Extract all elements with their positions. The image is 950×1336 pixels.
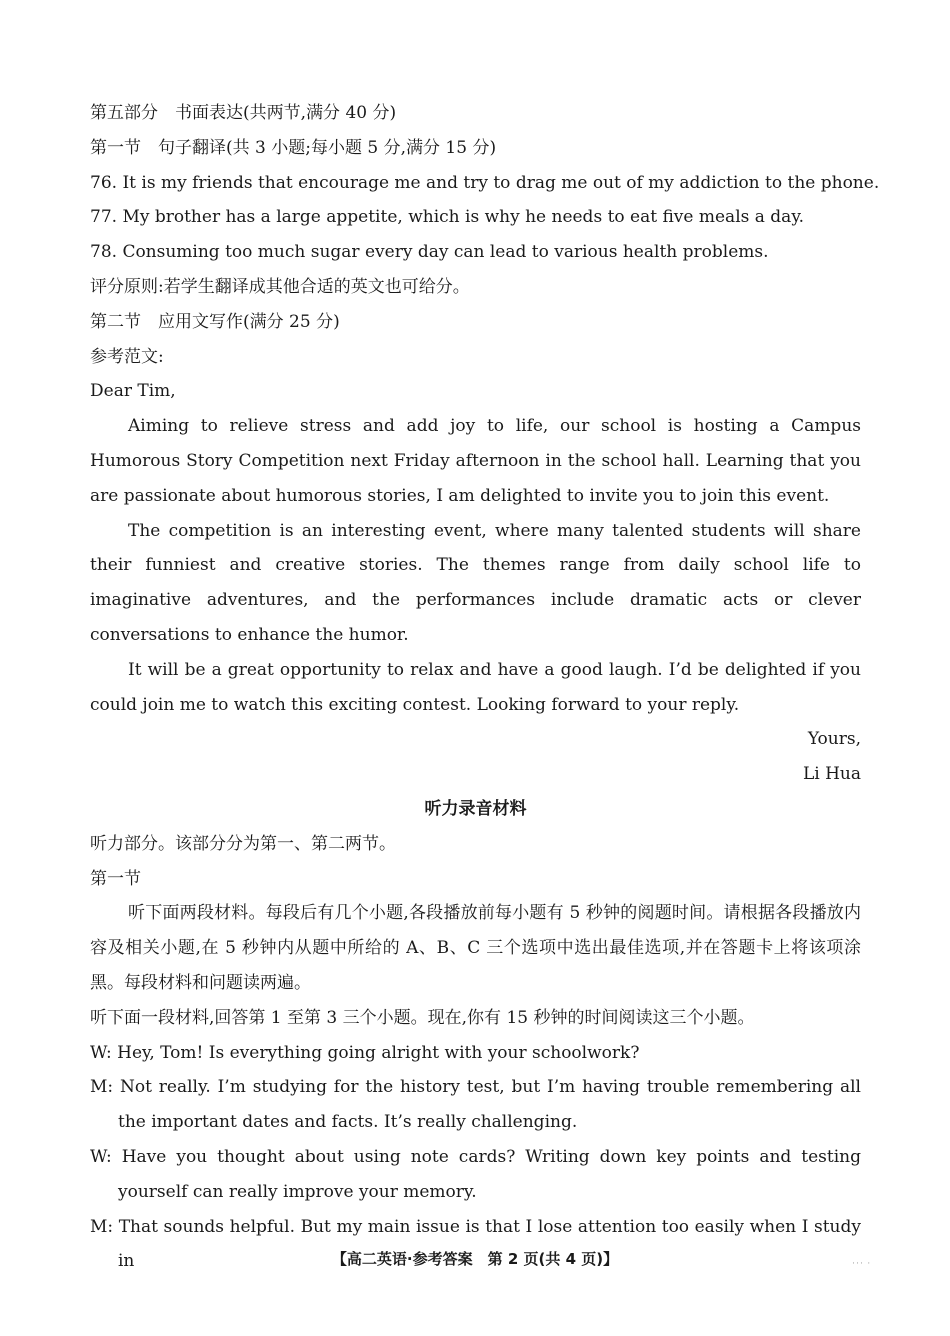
listening-instructions: 听下面两段材料。每段后有几个小题,各段播放前每小题有 5 秒钟的阅题时间。请根据各段播放内容及相关小题,在 5 秒钟内从题中所给的 A、B、C 三个选项中选出最佳选项,并在答题卡上将该项涂黑。每段材料和问题读两遍。 [90, 903, 861, 993]
answer-76: 76. It is my friends that encourage me and try to drag me out of my addiction to the phone. [90, 172, 880, 193]
grading-note: 评分原则:若学生翻译成其他合适的英文也可给分。 [90, 276, 470, 297]
listening-section1: 第一节 [90, 868, 141, 889]
listening-prompt: 听下面一段材料,回答第 1 至第 3 三个小题。现在,你有 15 秒钟的时间阅读这三个小题。 [90, 1007, 755, 1028]
answer-page [90, 96, 880, 1279]
listening-intro: 听力部分。该部分分为第一、第二两节。 [90, 833, 396, 854]
dialogue-line: W: Hey, Tom! Is everything going alright with your schoolwork? [90, 1042, 640, 1063]
letter-paragraph: The competition is an interesting event, where many talented students will share their funniest and creative stories. The themes range from daily school life to imaginative adventures, and the performances include dramatic acts or clever conversations to enhance the humor. [90, 520, 861, 645]
listening-heading: 听力录音材料 [424, 798, 527, 819]
letter-closing: Yours, [807, 729, 861, 750]
part5-title: 第五部分 书面表达(共两节,满分 40 分) [90, 103, 397, 123]
dialogue-line: M: That sounds helpful. But my main issue is that I lose attention too easily when I study in [90, 1216, 861, 1272]
letter-paragraph: It will be a great opportunity to relax and have a good laugh. I’d be delighted if you could join me to watch this exciting contest. Looking forward to your reply. [90, 659, 861, 715]
letter-paragraph: Aiming to relieve stress and add joy to life, our school is hosting a Campus Humorous Story Competition next Friday afternoon in the school hall. Learning that you are passionate about humorous stories, I am delighted to invite you to join this event. [90, 416, 861, 506]
answer-77: 77. My brother has a large appetite, which is why he needs to eat five meals a day. [90, 207, 805, 228]
footer-mark: ··· · [852, 1258, 872, 1268]
section1-title: 第一节 句子翻译(共 3 小题;每小题 5 分,满分 15 分) [90, 137, 497, 158]
dialogue-line: M: Not really. I’m studying for the history test, but I’m having trouble remembering all the important dates and facts. It’s really challenging. [90, 1077, 861, 1133]
letter-signature: Li Hua [802, 764, 861, 785]
page-footer: 【高二英语·参考答案 第 2 页(共 4 页)】 [331, 1250, 619, 1268]
answer-78: 78. Consuming too much sugar every day can lead to various health problems. [90, 242, 769, 263]
letter-greeting: Dear Tim, [90, 381, 176, 402]
section2-title: 第二节 应用文写作(满分 25 分) [90, 311, 340, 332]
sample-label: 参考范文: [90, 346, 164, 367]
dialogue-line: W: Have you thought about using note cards? Writing down key points and testing yourself can really improve your memory. [90, 1146, 861, 1202]
